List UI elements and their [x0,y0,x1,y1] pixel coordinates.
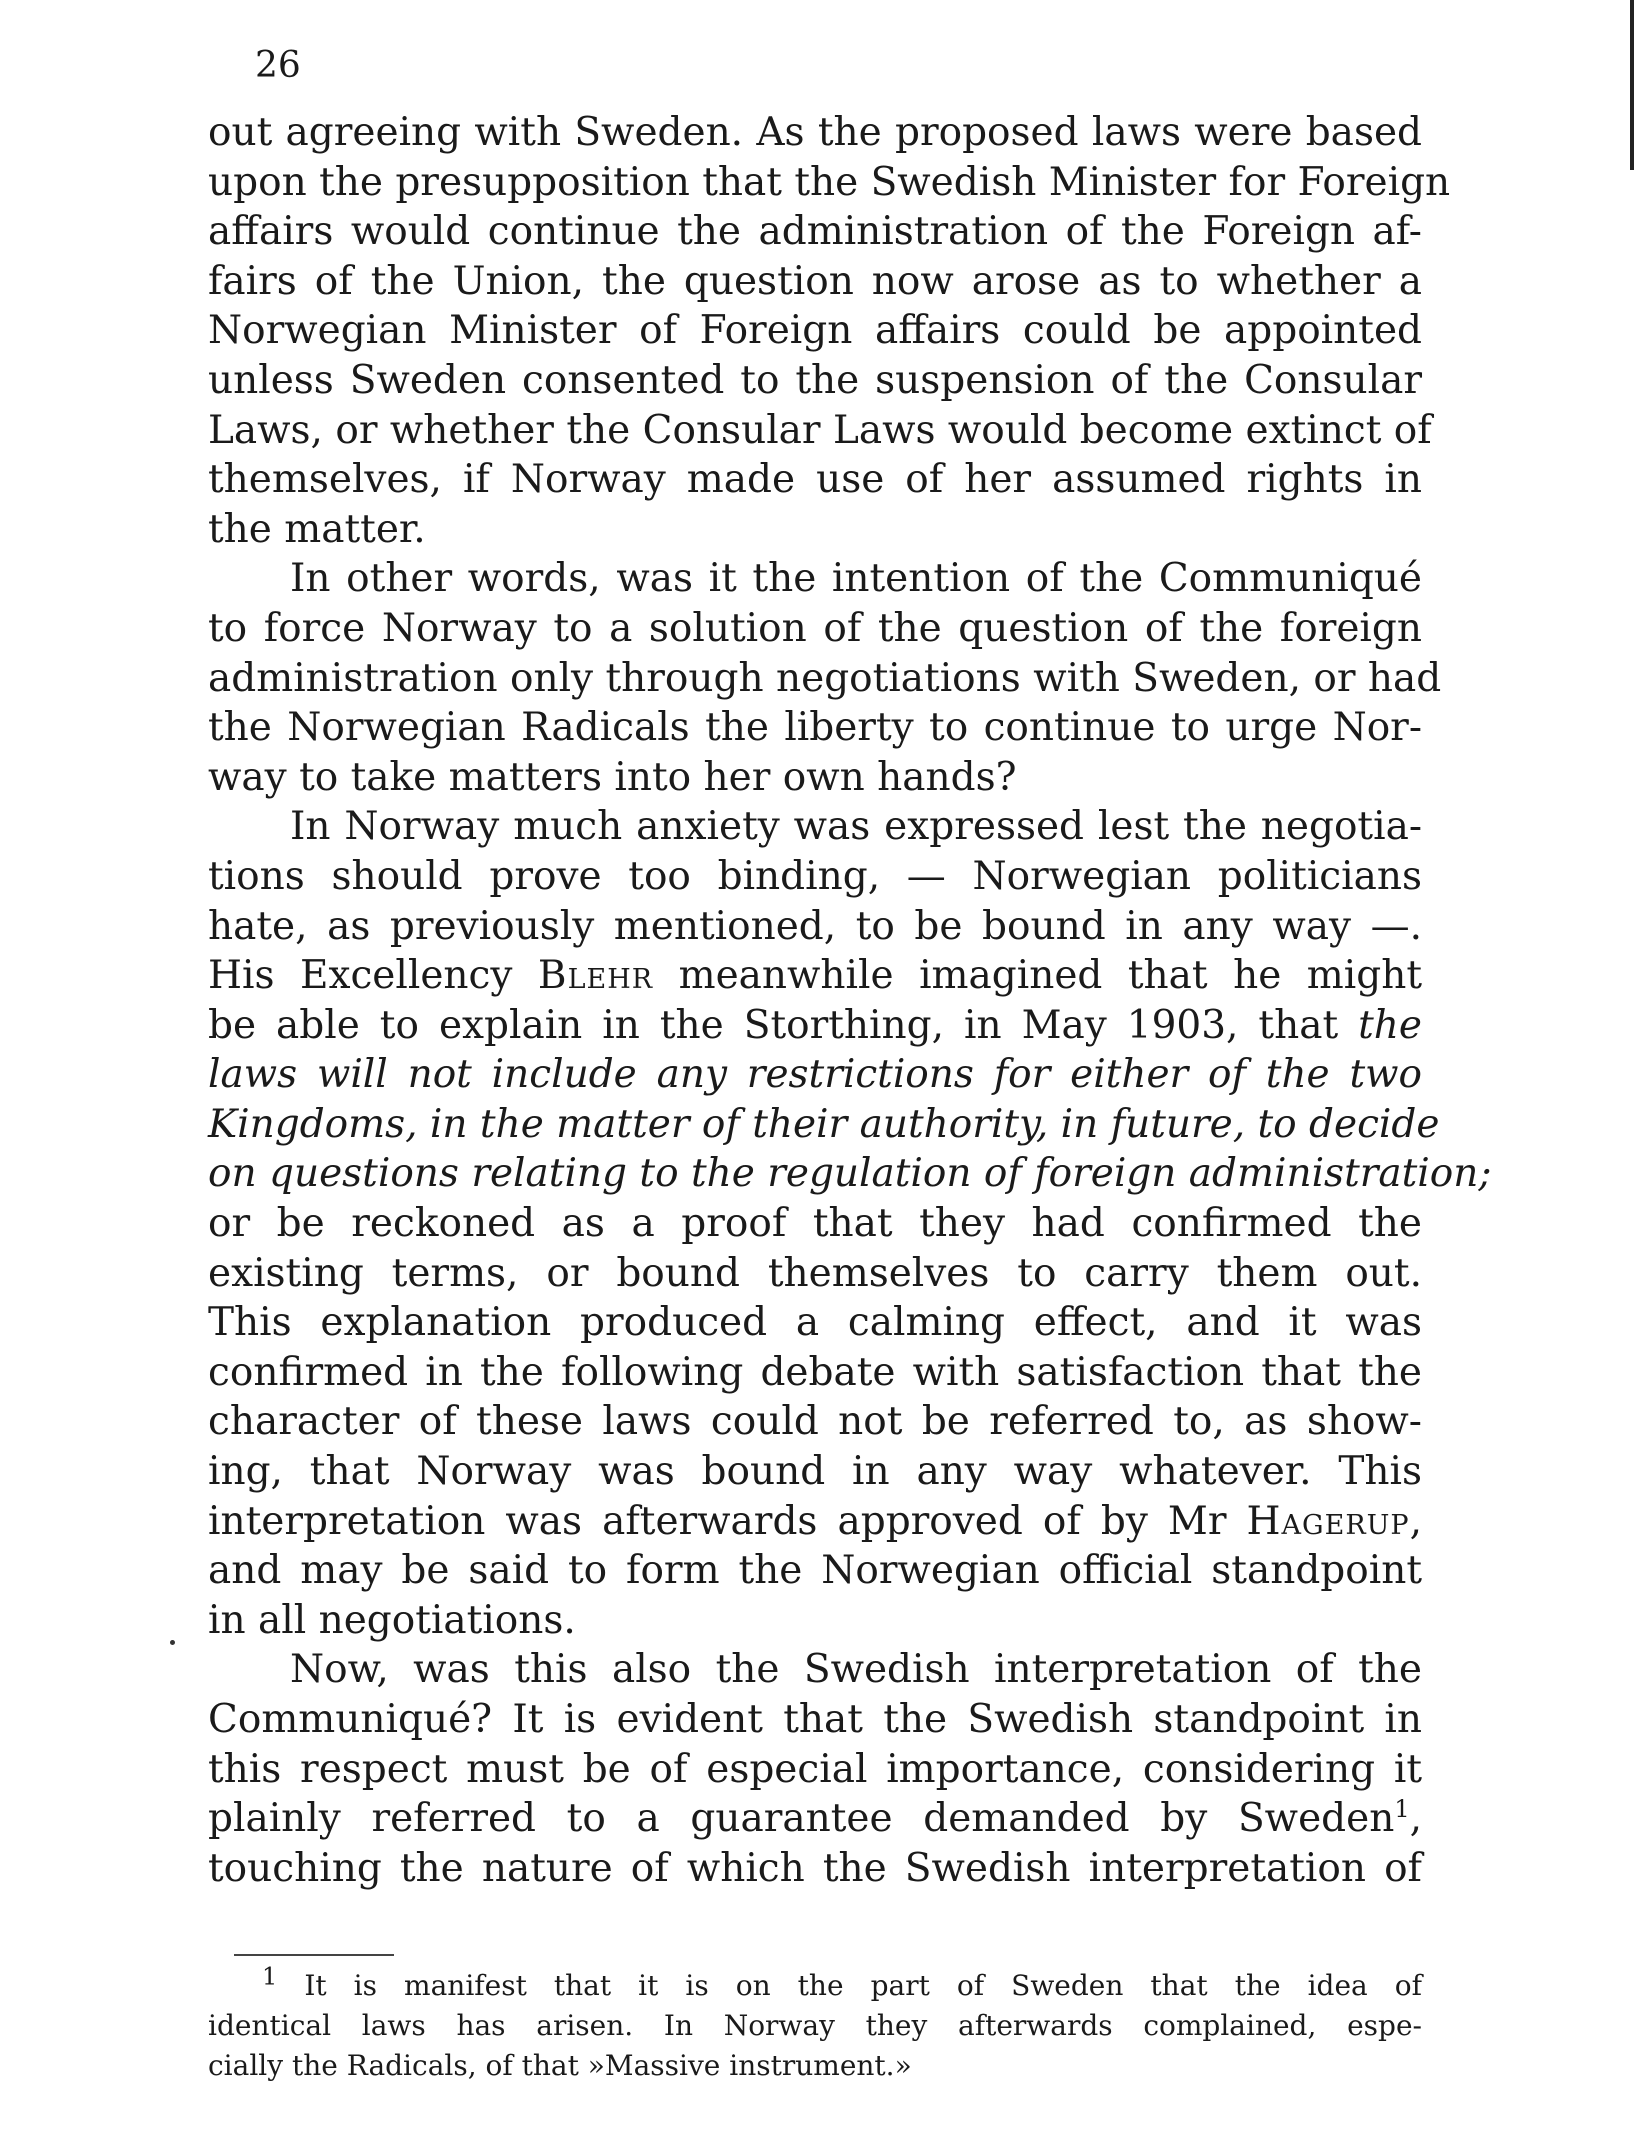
text-line [208,951,1422,1001]
text-line: Now, was this also the Swedish interpretation of the [290,1647,1422,1693]
text-line [208,1001,1422,1051]
footnote-line: identical laws has arisen. In Norway they afterwards complained, espe- [208,2009,1422,2042]
text-fragment: plainly referred to a guarantee demanded by Sweden [208,1796,1395,1842]
text-line: Communiqué? It is evident that the Swedish standpoint in [208,1697,1422,1742]
text-line: the Norwegian Radicals the liberty to continue to urge Nor- [208,705,1422,751]
text-line: out agreeing with Sweden. As the proposed laws were based [208,110,1422,155]
text-line: hate, as previously mentioned, to be bound in any way —. [208,903,1422,949]
footnote-text: It is manifest that it is on the part of Sweden that the idea of [304,1969,1422,2002]
footnotes [208,1962,1422,2086]
italic-line: on questions relating to the regulation of foreign administration; [208,1151,1492,1197]
text-line: and may be said to form the Norwegian official standpoint [208,1548,1422,1594]
text-line: unless Sweden consented to the suspension of the Consular [208,357,1422,403]
person-name-hagerup: Hagerup [1246,1498,1410,1544]
paragraph-4 [208,1645,1422,1893]
text-line: ing, that Norway was bound in any way whatever. This [208,1449,1422,1495]
text-line [208,1497,1422,1547]
text-line [208,1794,1422,1844]
paragraph-1 [208,108,1451,554]
text-line: this respect must be of especial importance, considering it [208,1746,1422,1792]
text-line: In Norway much anxiety was expressed lest the negotia- [290,804,1422,850]
text-line: This explanation produced a calming effect, and it was [208,1300,1422,1346]
text-line: way to take matters into her own hands? [208,754,1017,800]
text-line: in all negotiations. [208,1597,576,1643]
text-line: In other words, was it the intention of the Communiqué [290,556,1422,602]
paragraph-2 [208,554,1442,802]
text-fragment: His Excellency [208,953,538,999]
text-line: the matter. [208,506,426,552]
text-fragment: , [1409,1498,1422,1544]
text-line: Norwegian Minister of Foreign affairs could be appointed [208,308,1422,354]
text-line: confirmed in the following debate with satisfaction that the [208,1349,1422,1395]
text-fragment: be able to explain in the Storthing, in May 1903, that [208,1002,1359,1048]
text-line: fairs of the Union, the question now arose as to whether a [208,258,1422,304]
text-line: upon the presupposition that the Swedish Minister for Foreign [208,159,1451,205]
text-fragment: , [1409,1796,1422,1842]
paragraph-3 [208,802,1492,1645]
text-line: to force Norway to a solution of the question of the foreign [208,605,1422,651]
text-line: themselves, if Norway made use of her assumed rights in [208,457,1422,503]
text-line: administration only through negotiations with Sweden, or had [208,655,1442,701]
text-line: existing terms, or bound themselves to carry them out. [208,1250,1422,1296]
footnote-reference[interactable]: 1 [1394,1795,1410,1824]
footnote-marker: 1 [262,1962,278,1991]
text-line: Laws, or whether the Consular Laws would become extinct of [208,407,1432,453]
text-line: character of these laws could not be referred to, as show- [208,1399,1422,1445]
scan-margin-mark [1630,0,1634,170]
footnote-line: cially the Radicals, of that »Massive instrument.» [208,2049,912,2082]
text-fragment: meanwhile imagined that he might [653,953,1423,999]
text-line: touching the nature of which the Swedish interpretation of [208,1845,1422,1891]
page-number: 26 [255,45,301,86]
footnote-separator [234,1954,394,1956]
scan-speck [170,1640,175,1645]
text-fragment: interpretation was afterwards approved of by Mr [208,1498,1247,1544]
footnote-line [208,1962,1422,2006]
italic-line: laws will not include any restrictions for either of the two [208,1052,1422,1098]
italic-fragment: the [1358,1002,1422,1048]
text-line: tions should prove too binding, — Norwegian politicians [208,853,1422,899]
body-text [208,108,1492,1893]
text-line: affairs would continue the administration of the Foreign af- [208,209,1422,255]
person-name-blehr: Blehr [537,953,654,999]
italic-line: Kingdoms, in the matter of their authority, in future, to decide [208,1101,1440,1147]
text-line: or be reckoned as a proof that they had confirmed the [208,1201,1422,1247]
